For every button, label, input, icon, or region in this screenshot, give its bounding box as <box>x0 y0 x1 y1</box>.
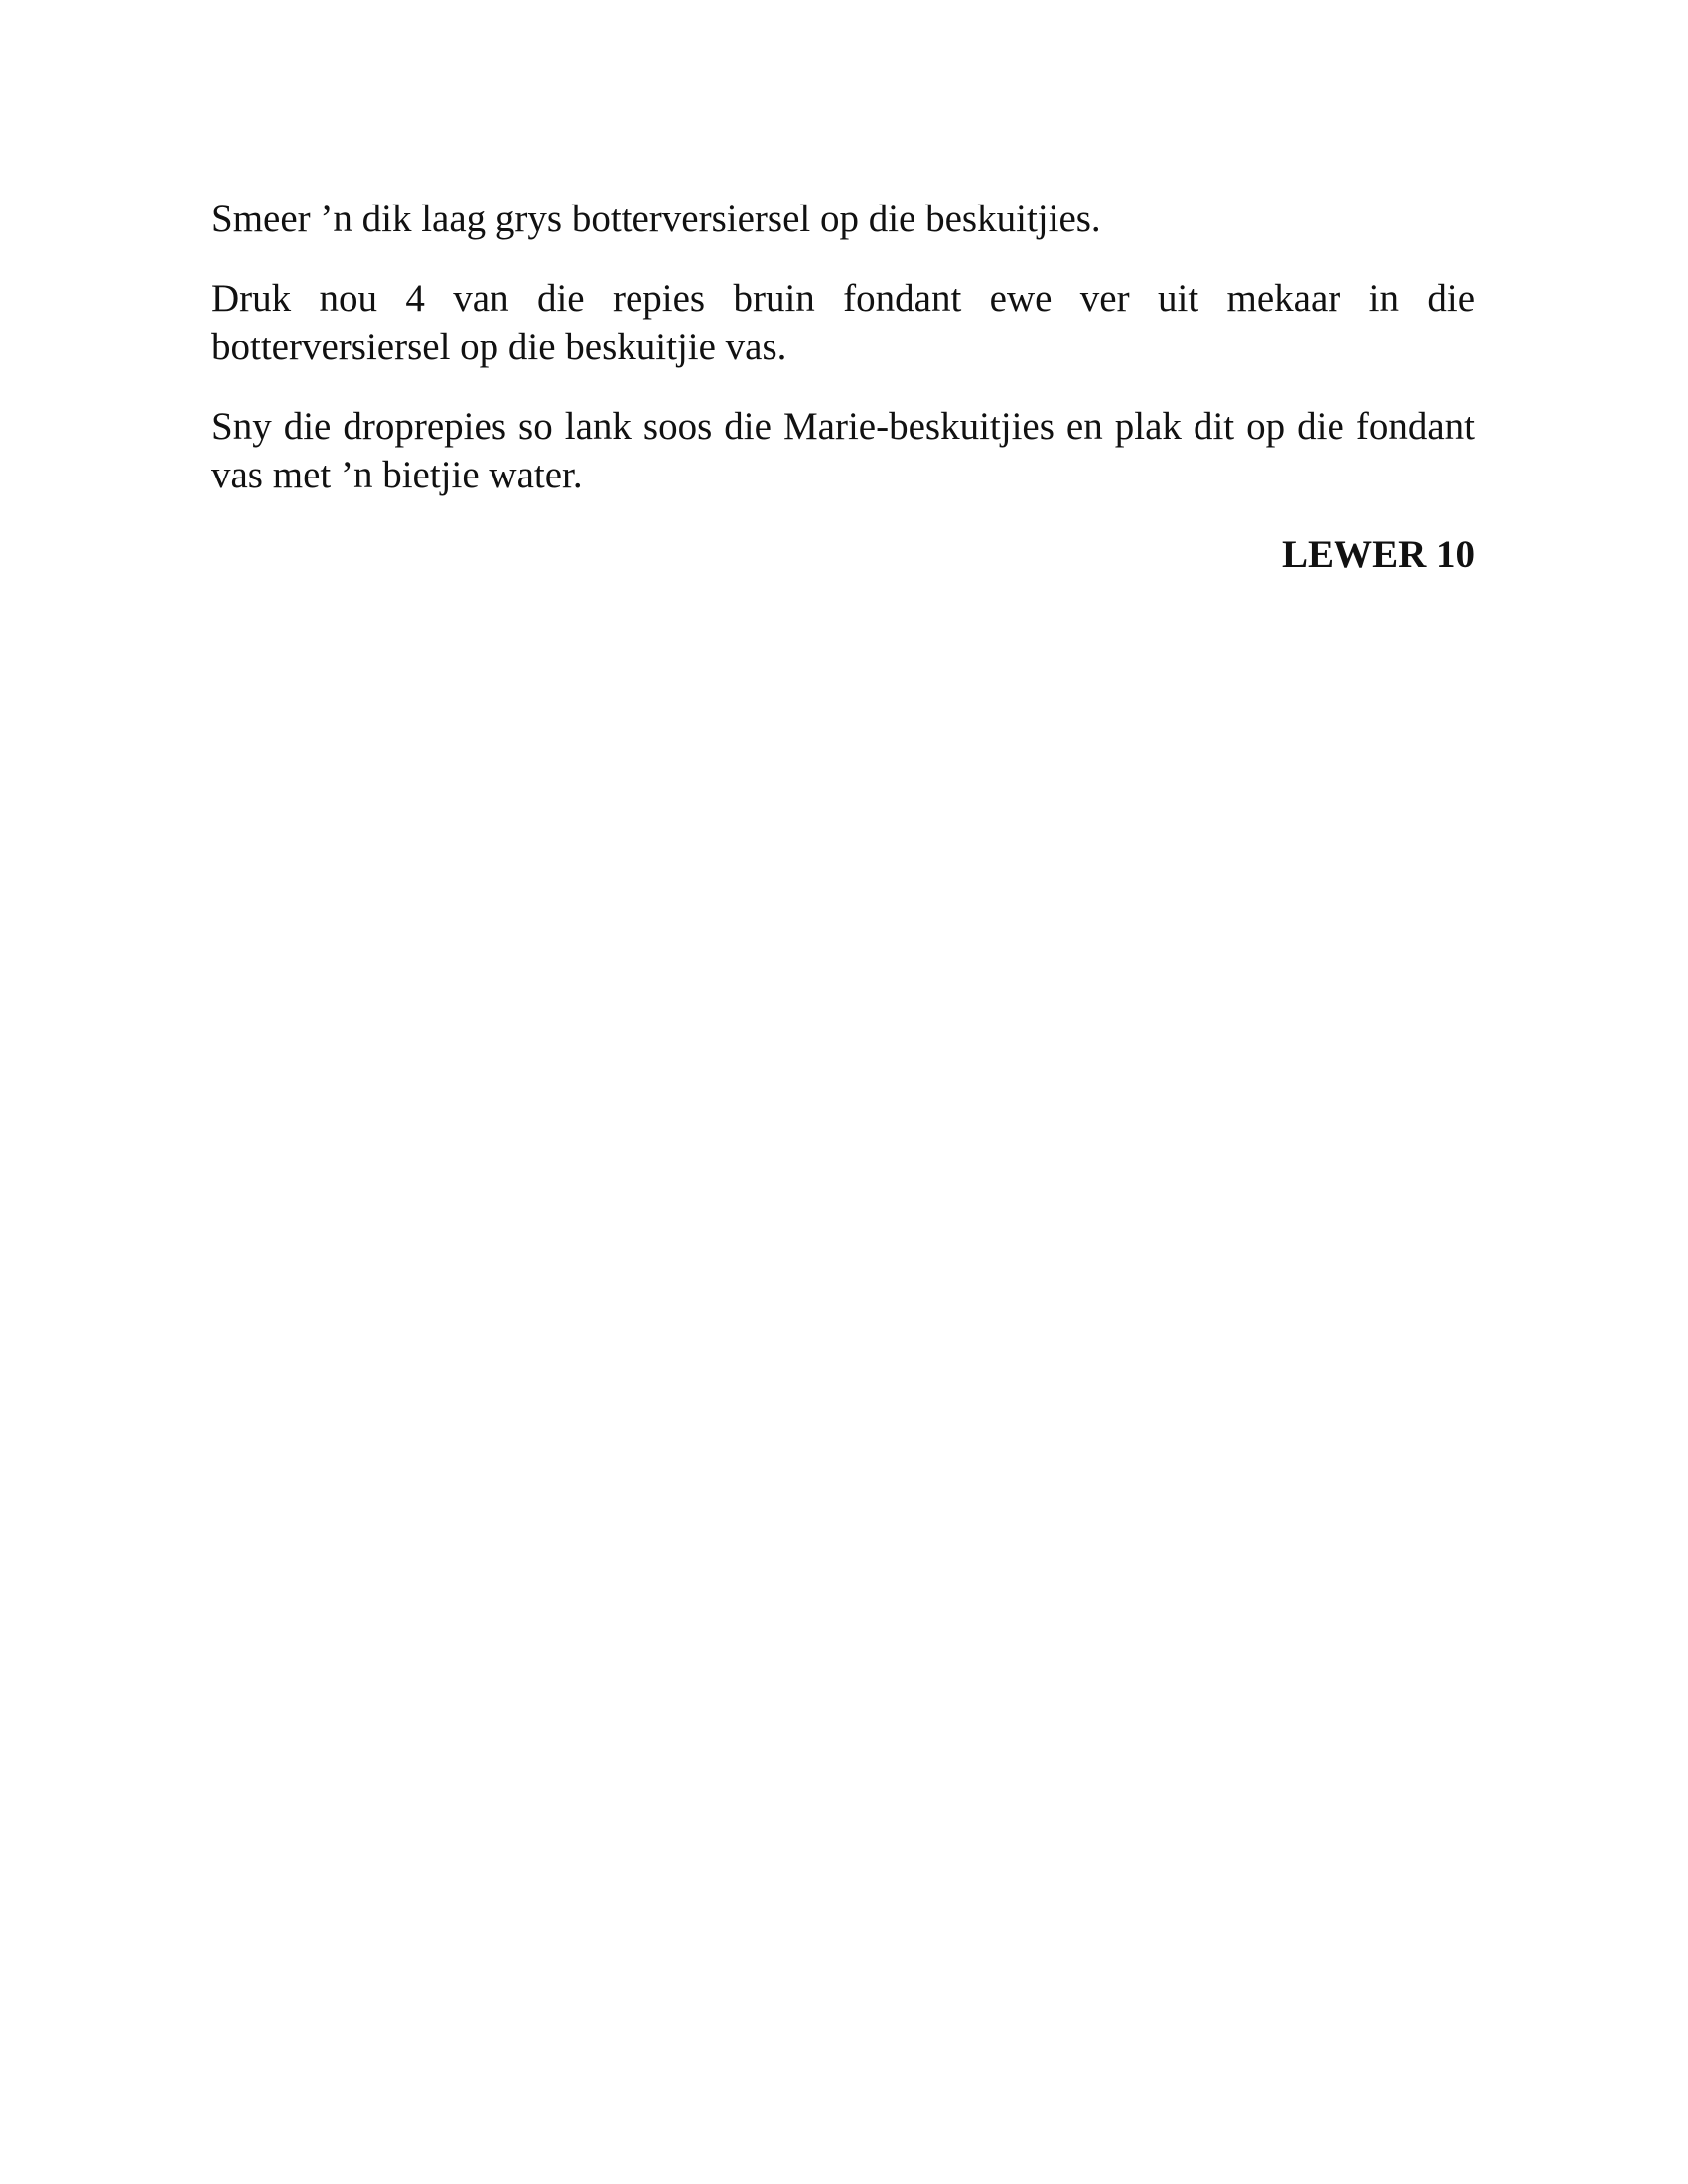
deliverable-label: LEWER 10 <box>1282 533 1475 576</box>
instruction-paragraph: Sny die droprepies so lank soos die Marie-beskuitjies en plak dit op die fondant vas met ’n bietjie water. <box>211 405 1475 496</box>
instruction-paragraph: Smeer ’n dik laag grys botterversiersel op die beskuitjies. <box>211 198 1101 240</box>
instruction-paragraph: Druk nou 4 van die repies bruin fondant ewe ver uit mekaar in die botterversiersel op die beskuitjie vas. <box>211 277 1475 368</box>
document-body <box>211 195 1475 579</box>
